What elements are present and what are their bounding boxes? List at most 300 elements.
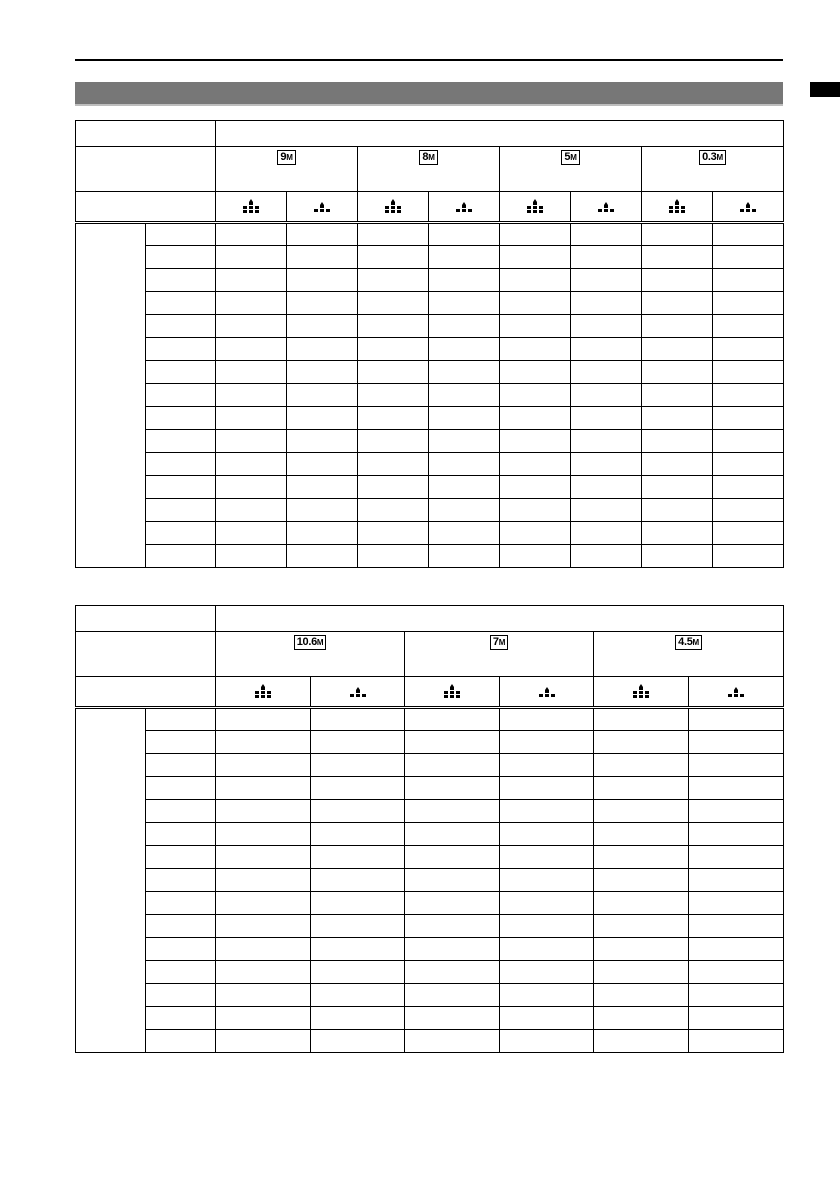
table-cell [500, 522, 571, 545]
table-cell [429, 338, 500, 361]
table-cell [689, 708, 784, 731]
table-cell [358, 430, 429, 453]
quality-header-cell [405, 677, 500, 708]
table-cell [642, 315, 713, 338]
table-cell [405, 777, 500, 800]
row-label-cell [146, 522, 216, 545]
table-cell [500, 407, 571, 430]
table-cell [571, 246, 642, 269]
table-cell [594, 1007, 689, 1030]
picture-size-5m-cell [500, 147, 642, 192]
table-cell [689, 800, 784, 823]
row-label-cell [146, 269, 216, 292]
table-cell [358, 499, 429, 522]
row-label-cell [146, 708, 216, 731]
table-cell [500, 246, 571, 269]
table-cell [500, 1007, 594, 1030]
table-cell [713, 223, 784, 246]
table-cell [216, 430, 287, 453]
table-cell [311, 846, 405, 869]
table-cell [713, 545, 784, 568]
table-cell [571, 453, 642, 476]
table-cell [311, 915, 405, 938]
table-cell [216, 915, 311, 938]
row-group-cell [76, 223, 146, 568]
table-cell [216, 892, 311, 915]
table-cell [594, 961, 689, 984]
row-label-cell [146, 800, 216, 823]
row-label-cell [146, 915, 216, 938]
row-group-cell [76, 708, 146, 1053]
table-cell [594, 846, 689, 869]
table-row [76, 915, 784, 938]
table-cell [311, 1030, 405, 1053]
table-cell [642, 338, 713, 361]
picture-size-label-cell [76, 632, 216, 677]
picture-size-label-cell [76, 147, 216, 192]
table-cell [500, 823, 594, 846]
table-cell [287, 384, 358, 407]
table-row [76, 407, 784, 430]
table-cell [358, 315, 429, 338]
quality-standard-icon [596, 198, 616, 215]
table-cell [594, 823, 689, 846]
table-cell [689, 915, 784, 938]
row-label-cell [146, 545, 216, 568]
table-cell [358, 453, 429, 476]
table-cell [500, 499, 571, 522]
table-cell [216, 269, 287, 292]
table-cell [500, 869, 594, 892]
table-cell [571, 522, 642, 545]
table-cell [429, 315, 500, 338]
table-cell [358, 407, 429, 430]
table-cell [713, 430, 784, 453]
table-cell [287, 315, 358, 338]
header-label-cell [76, 606, 216, 632]
table-cell [594, 800, 689, 823]
table-cell [642, 223, 713, 246]
table-cell [689, 892, 784, 915]
table-cell [500, 938, 594, 961]
table-cell [594, 938, 689, 961]
table-cell [287, 522, 358, 545]
table-cell [311, 777, 405, 800]
quality-header-cell [358, 192, 429, 223]
table-cell [689, 754, 784, 777]
header-label-cell [76, 121, 216, 147]
row-label-cell [146, 1007, 216, 1030]
table-row [76, 269, 784, 292]
table-cell [571, 499, 642, 522]
table-cell [429, 269, 500, 292]
table-cell [571, 384, 642, 407]
table-cell [594, 984, 689, 1007]
table-cell [713, 407, 784, 430]
row-label-cell [146, 430, 216, 453]
table-cell [311, 984, 405, 1007]
row-label-cell [146, 361, 216, 384]
quality-header-cell [571, 192, 642, 223]
table-cell [642, 407, 713, 430]
quality-standard-icon [537, 683, 557, 700]
row-label-cell [146, 407, 216, 430]
table-cell [216, 292, 287, 315]
table-cell [287, 269, 358, 292]
table-cell [216, 361, 287, 384]
table-cell [405, 1030, 500, 1053]
quality-fine-icon [383, 198, 403, 215]
table-cell [311, 961, 405, 984]
table-cell [429, 545, 500, 568]
quality-header-cell [287, 192, 358, 223]
table-cell [689, 823, 784, 846]
table-cell [429, 407, 500, 430]
table-cell [405, 708, 500, 731]
table-cell [216, 961, 311, 984]
row-label-cell [146, 315, 216, 338]
table-row [76, 777, 784, 800]
table-cell [216, 545, 287, 568]
table-cell [571, 361, 642, 384]
picture-size-10.6m-cell [216, 632, 405, 677]
table-cell [405, 984, 500, 1007]
quality-fine-icon [631, 683, 651, 700]
table-cell [571, 430, 642, 453]
table-cell [216, 476, 287, 499]
table-cell [287, 453, 358, 476]
section-title-bar [75, 82, 783, 106]
table-cell [216, 708, 311, 731]
table-row [76, 430, 784, 453]
quality-standard-icon [726, 683, 746, 700]
table-cell [500, 915, 594, 938]
table-cell [500, 361, 571, 384]
table-cell [713, 522, 784, 545]
table-cell [429, 246, 500, 269]
table-row [76, 938, 784, 961]
table-row [76, 823, 784, 846]
table-cell [311, 708, 405, 731]
table-cell [358, 522, 429, 545]
table-cell [594, 1030, 689, 1053]
table-cell [216, 846, 311, 869]
table-cell [689, 846, 784, 869]
picture-size-0.3m-icon: 0.3M [699, 150, 726, 165]
table-cell [713, 338, 784, 361]
table-row [76, 800, 784, 823]
table-cell [500, 223, 571, 246]
table-cell [405, 823, 500, 846]
table-cell [594, 754, 689, 777]
table-cell [287, 430, 358, 453]
table-cell [713, 315, 784, 338]
table-cell [500, 384, 571, 407]
table-cell [713, 361, 784, 384]
table-row [76, 731, 784, 754]
row-label-cell [146, 754, 216, 777]
quality-standard-icon [348, 683, 368, 700]
table-cell [500, 800, 594, 823]
table-cell [358, 384, 429, 407]
table-cell [500, 315, 571, 338]
table-cell [594, 731, 689, 754]
table-cell [642, 361, 713, 384]
table-cell [287, 246, 358, 269]
table-cell [571, 269, 642, 292]
table-cell [287, 223, 358, 246]
table-cell [500, 292, 571, 315]
table-cell [311, 823, 405, 846]
table-cell [689, 984, 784, 1007]
table-cell [287, 545, 358, 568]
table-cell [642, 499, 713, 522]
table-cell [216, 869, 311, 892]
table-cell [429, 453, 500, 476]
table-cell [358, 338, 429, 361]
capacity-table-16-9 [75, 605, 784, 1053]
table-cell [311, 938, 405, 961]
picture-size-4.5m-icon: 4.5M [675, 635, 702, 650]
table-cell [311, 731, 405, 754]
table-cell [713, 292, 784, 315]
table-cell [500, 338, 571, 361]
table-cell [405, 754, 500, 777]
table-cell [500, 545, 571, 568]
table-cell [594, 777, 689, 800]
table-row [76, 754, 784, 777]
table-cell [405, 915, 500, 938]
table-cell [287, 407, 358, 430]
table-cell [216, 315, 287, 338]
table-row [76, 384, 784, 407]
table-cell [642, 453, 713, 476]
row-label-cell [146, 938, 216, 961]
table-cell [500, 892, 594, 915]
table-cell [713, 499, 784, 522]
quality-header-cell [689, 677, 784, 708]
quality-label-cell [76, 677, 216, 708]
table-cell [500, 846, 594, 869]
table-cell [642, 292, 713, 315]
table-cell [500, 754, 594, 777]
table-cell [429, 361, 500, 384]
quality-label-cell [76, 192, 216, 223]
row-label-cell [146, 731, 216, 754]
table-cell [500, 430, 571, 453]
header-aspect-cell [216, 121, 784, 147]
row-label-cell [146, 846, 216, 869]
table-cell [500, 984, 594, 1007]
table-cell [500, 777, 594, 800]
table-cell [689, 777, 784, 800]
quality-header-cell [429, 192, 500, 223]
table-row [76, 869, 784, 892]
table-cell [429, 522, 500, 545]
table-cell [405, 731, 500, 754]
table-cell [571, 292, 642, 315]
table-cell [713, 453, 784, 476]
table-cell [429, 430, 500, 453]
table-cell [642, 545, 713, 568]
table-cell [216, 384, 287, 407]
table-cell [287, 338, 358, 361]
table-row [76, 1030, 784, 1053]
table-cell [405, 892, 500, 915]
table-row [76, 984, 784, 1007]
table-cell [500, 453, 571, 476]
table-cell [594, 869, 689, 892]
table-row [76, 892, 784, 915]
quality-header-cell [713, 192, 784, 223]
table-row [76, 522, 784, 545]
table-cell [216, 407, 287, 430]
table-cell [311, 869, 405, 892]
row-label-cell [146, 453, 216, 476]
row-label-cell [146, 1030, 216, 1053]
table-cell [358, 269, 429, 292]
picture-size-5m-icon: 5M [561, 150, 579, 165]
table-row [76, 292, 784, 315]
picture-size-7m-icon: 7M [490, 635, 508, 650]
table-cell [405, 1007, 500, 1030]
table-row [76, 708, 784, 731]
table-cell [642, 476, 713, 499]
quality-header-cell [642, 192, 713, 223]
row-label-cell [146, 499, 216, 522]
table-cell [429, 499, 500, 522]
table-cell [500, 269, 571, 292]
table-cell [311, 892, 405, 915]
table-cell [358, 361, 429, 384]
row-label-cell [146, 338, 216, 361]
row-label-cell [146, 476, 216, 499]
table-cell [287, 292, 358, 315]
table-cell [405, 938, 500, 961]
quality-header-cell [500, 192, 571, 223]
table-cell [713, 384, 784, 407]
table-cell [216, 984, 311, 1007]
table-row [76, 545, 784, 568]
table-cell [689, 961, 784, 984]
table-cell [216, 453, 287, 476]
table-cell [405, 961, 500, 984]
table-row [76, 476, 784, 499]
table-cell [216, 777, 311, 800]
row-label-cell [146, 777, 216, 800]
picture-size-4.5m-cell [594, 632, 784, 677]
table-cell [571, 476, 642, 499]
quality-fine-icon [241, 198, 261, 215]
table-cell [287, 476, 358, 499]
table-cell [571, 338, 642, 361]
table-cell [216, 754, 311, 777]
table-cell [594, 708, 689, 731]
table-cell [500, 708, 594, 731]
table-cell [358, 292, 429, 315]
table-cell [642, 384, 713, 407]
table-cell [429, 292, 500, 315]
table-cell [429, 384, 500, 407]
table-row [76, 246, 784, 269]
table-row [76, 315, 784, 338]
row-label-cell [146, 892, 216, 915]
table-cell [642, 522, 713, 545]
picture-size-8m-icon: 8M [419, 150, 437, 165]
table-cell [216, 731, 311, 754]
picture-size-7m-cell [405, 632, 594, 677]
table-cell [405, 869, 500, 892]
table-cell [358, 545, 429, 568]
chapter-edge-tab [810, 82, 840, 97]
quality-header-cell [216, 677, 311, 708]
table-cell [216, 246, 287, 269]
table-cell [287, 361, 358, 384]
table-cell [594, 892, 689, 915]
quality-fine-icon [667, 198, 687, 215]
table-row [76, 1007, 784, 1030]
table-cell [594, 915, 689, 938]
table-cell [287, 499, 358, 522]
table-cell [689, 731, 784, 754]
picture-size-9m-cell [216, 147, 358, 192]
quality-fine-icon [442, 683, 462, 700]
quality-standard-icon [312, 198, 332, 215]
table-cell [689, 1030, 784, 1053]
table-cell [216, 1007, 311, 1030]
header-aspect-cell [216, 606, 784, 632]
table-cell [429, 223, 500, 246]
table-cell [642, 430, 713, 453]
table-cell [358, 476, 429, 499]
table-cell [500, 1030, 594, 1053]
table-row [76, 361, 784, 384]
table-cell [216, 223, 287, 246]
table-cell [311, 754, 405, 777]
table-cell [689, 869, 784, 892]
row-label-cell [146, 823, 216, 846]
table-row [76, 499, 784, 522]
table-cell [500, 476, 571, 499]
table-cell [713, 269, 784, 292]
row-label-cell [146, 869, 216, 892]
table-cell [571, 407, 642, 430]
table-cell [216, 800, 311, 823]
table-cell [689, 1007, 784, 1030]
table-cell [689, 938, 784, 961]
table-cell [642, 269, 713, 292]
table-cell [713, 476, 784, 499]
table-cell [571, 223, 642, 246]
table-cell [216, 1030, 311, 1053]
row-label-cell [146, 384, 216, 407]
table-row [76, 453, 784, 476]
header-rule [75, 59, 783, 61]
row-label-cell [146, 961, 216, 984]
table-cell [429, 476, 500, 499]
quality-standard-icon [738, 198, 758, 215]
picture-size-10.6m-icon: 10.6M [294, 635, 327, 650]
table-cell [216, 823, 311, 846]
quality-header-cell [216, 192, 287, 223]
table-row [76, 223, 784, 246]
table-row [76, 846, 784, 869]
quality-header-cell [594, 677, 689, 708]
table-cell [216, 522, 287, 545]
table-cell [713, 246, 784, 269]
quality-header-cell [311, 677, 405, 708]
table-row [76, 961, 784, 984]
